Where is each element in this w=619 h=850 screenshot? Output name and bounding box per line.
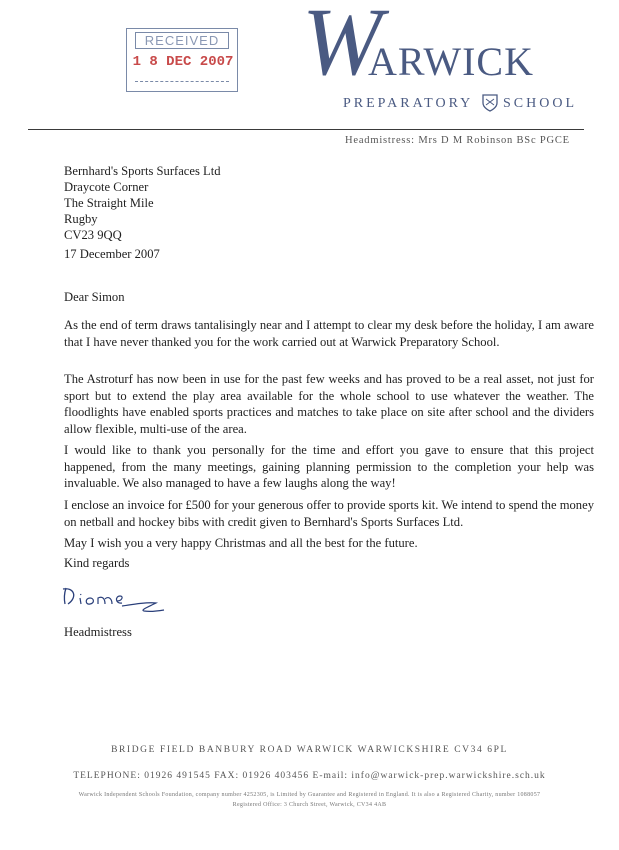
stamp-date: 1 8 DEC 2007 [132, 54, 234, 70]
stamp-signature-line [135, 81, 229, 82]
footer-address: BRIDGE FIELD BANBURY ROAD WARWICK WARWICKSHIRE CV34 6PL [111, 745, 508, 755]
school-crest-icon [482, 94, 498, 112]
signatory-title: Headmistress [64, 625, 132, 639]
recipient-line: Draycote Corner [64, 180, 149, 194]
stamp-title: RECEIVED [135, 32, 229, 49]
logo-initial: W [302, 0, 382, 95]
recipient-line: CV23 9QQ [64, 228, 122, 242]
logo-subtitle-left: PREPARATORY [343, 96, 474, 111]
received-stamp [126, 28, 238, 92]
letter-date: 17 December 2007 [64, 247, 160, 261]
signature [60, 584, 170, 614]
headmistress-credit: Headmistress: Mrs D M Robinson BSc PGCE [345, 135, 570, 146]
logo-wordmark: ARWICK [368, 39, 534, 84]
footer-legal: Warwick Independent Schools Foundation, company number 4252305, is Limited by Guarantee and Registered in England. It is also a Registered Charity, number 1088057 [78, 792, 541, 798]
recipient-line: The Straight Mile [64, 196, 154, 210]
logo-subtitle-right: SCHOOL [503, 96, 578, 111]
paragraph: As the end of term draws tantalisingly near and I attempt to clear my desk before the holiday, I am aware that I have never thanked you for the work carried out at Warwick Preparatory School. [64, 318, 594, 349]
paragraph: I would like to thank you personally for the time and effort you gave to ensure that this project happened, from the many meetings, gaining planning permission to the completion your help was invaluable. We also managed to have a few laughs along the way! [64, 443, 594, 490]
recipient-line: Rugby [64, 212, 98, 226]
paragraph: May I wish you a very happy Christmas and all the best for the future. [64, 536, 418, 550]
paragraph: The Astroturf has now been in use for the past few weeks and has proved to be a real asset, not just for sport but to extend the play area available for the whole school to use whatever the weather. The floodlights have enabled sports practices and matches to take place on site after school and the dividers allow flexible, multi-use of the area. [64, 372, 594, 436]
recipient-line: Bernhard's Sports Surfaces Ltd [64, 164, 221, 178]
salutation: Dear Simon [64, 290, 125, 304]
footer-registered-office: Registered Office: 3 Church Street, Warwick, CV34 4AB [232, 802, 387, 808]
paragraph: I enclose an invoice for £500 for your generous offer to provide sports kit. We intend to spend the money on netball and hockey bibs with credit given to Bernhard's Sports Surfaces Ltd. [64, 498, 594, 529]
closing: Kind regards [64, 556, 130, 570]
footer-contact: TELEPHONE: 01926 491545 FAX: 01926 403456 E-mail: info@warwick-prep.warwickshire.sch.uk [73, 771, 546, 781]
header-divider [28, 129, 584, 130]
